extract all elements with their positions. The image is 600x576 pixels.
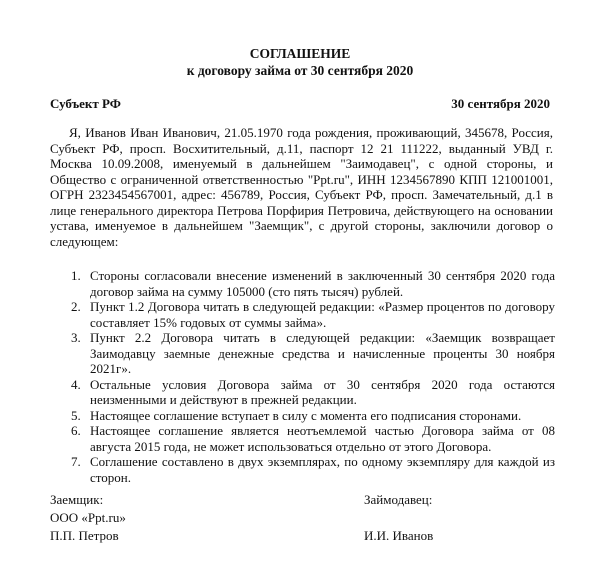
borrower-role: Заемщик: bbox=[50, 492, 104, 507]
lender-name: И.И. Иванов bbox=[364, 528, 434, 543]
borrower-signature-block bbox=[50, 491, 126, 545]
item-text: Соглашение составлено в двух экземплярах, по одному экземпляру для каждой из сторон. bbox=[90, 454, 555, 485]
document-subtitle: к договору займа от 30 сентября 2020 bbox=[186, 63, 414, 78]
intro-paragraph: Я, Иванов Иван Иванович, 21.05.1970 года рождения, проживающий, 345678, Россия, Субъект РФ, просп. Восхитительный, д.11, паспорт 12 21 111222, выданный УВД г. Москва 10.09.2008, именуемый в дальнейшем "Заимодавец", с одной стороны, и Общество с ограниченной ответственностью "Ppt.ru", ИНН 1234567890 КПП 121001001, ОГРН 2323454567001, адрес: 456789, Россия, Субъект РФ, просп. Замечательный, д.1 в лице генерального директора Петрова Порфирия Петровича, действующего на основании устава, именуемое в дальнейшем "Заемщик", с другой стороны, заключили договор о следующем: bbox=[50, 125, 553, 249]
document-place: Субъект РФ bbox=[50, 96, 121, 111]
item-number: 1. bbox=[71, 268, 81, 283]
item-text: Остальные условия Договора займа от 30 сентября 2020 года остаются неизменными и действуют в прежней редакции. bbox=[90, 376, 555, 407]
item-text: Настоящее соглашение вступает в силу с момента его подписания сторонами. bbox=[90, 407, 522, 423]
list-item bbox=[50, 268, 555, 299]
item-number: 4. bbox=[71, 376, 81, 392]
item-number: 2. bbox=[71, 299, 81, 314]
document-title: СОГЛАШЕНИЕ bbox=[249, 46, 351, 61]
list-item bbox=[50, 377, 555, 408]
list-item bbox=[50, 299, 555, 330]
item-text: Пункт 2.2 Договора читать в следующей редакции: «Заемщик возвращает Заимодавцу заемные денежные средства и начисленные проценты 30 ноября 2021г». bbox=[90, 330, 555, 376]
item-number: 7. bbox=[71, 454, 81, 469]
borrower-name: П.П. Петров bbox=[50, 528, 119, 543]
lender-role: Займодавец: bbox=[364, 492, 433, 507]
lender-signature-block bbox=[364, 491, 433, 545]
item-number: 5. bbox=[71, 407, 81, 423]
lender-org bbox=[364, 509, 433, 527]
borrower-org: ООО «Ppt.ru» bbox=[50, 510, 126, 525]
item-text: Настоящее соглашение является неотъемлемой частью Договора займа от 08 августа 2015 года, не может использоваться отдельно от этого Договора. bbox=[90, 423, 555, 454]
list-item bbox=[50, 454, 555, 485]
document-date: 30 сентября 2020 bbox=[451, 96, 550, 111]
list-item bbox=[50, 408, 555, 424]
item-number: 6. bbox=[71, 423, 81, 438]
item-number: 3. bbox=[71, 330, 81, 345]
list-item bbox=[50, 423, 555, 454]
terms-list bbox=[50, 268, 555, 485]
item-text: Стороны согласовали внесение изменений в заключенный 30 сентября 2020 года договор займа на сумму 105000 (сто пять тысяч) рублей. bbox=[90, 268, 555, 299]
list-item bbox=[50, 330, 555, 377]
item-text: Пункт 1.2 Договора читать в следующей редакции: «Размер процентов по договору составляет 15% годовых от суммы займа». bbox=[90, 299, 555, 330]
